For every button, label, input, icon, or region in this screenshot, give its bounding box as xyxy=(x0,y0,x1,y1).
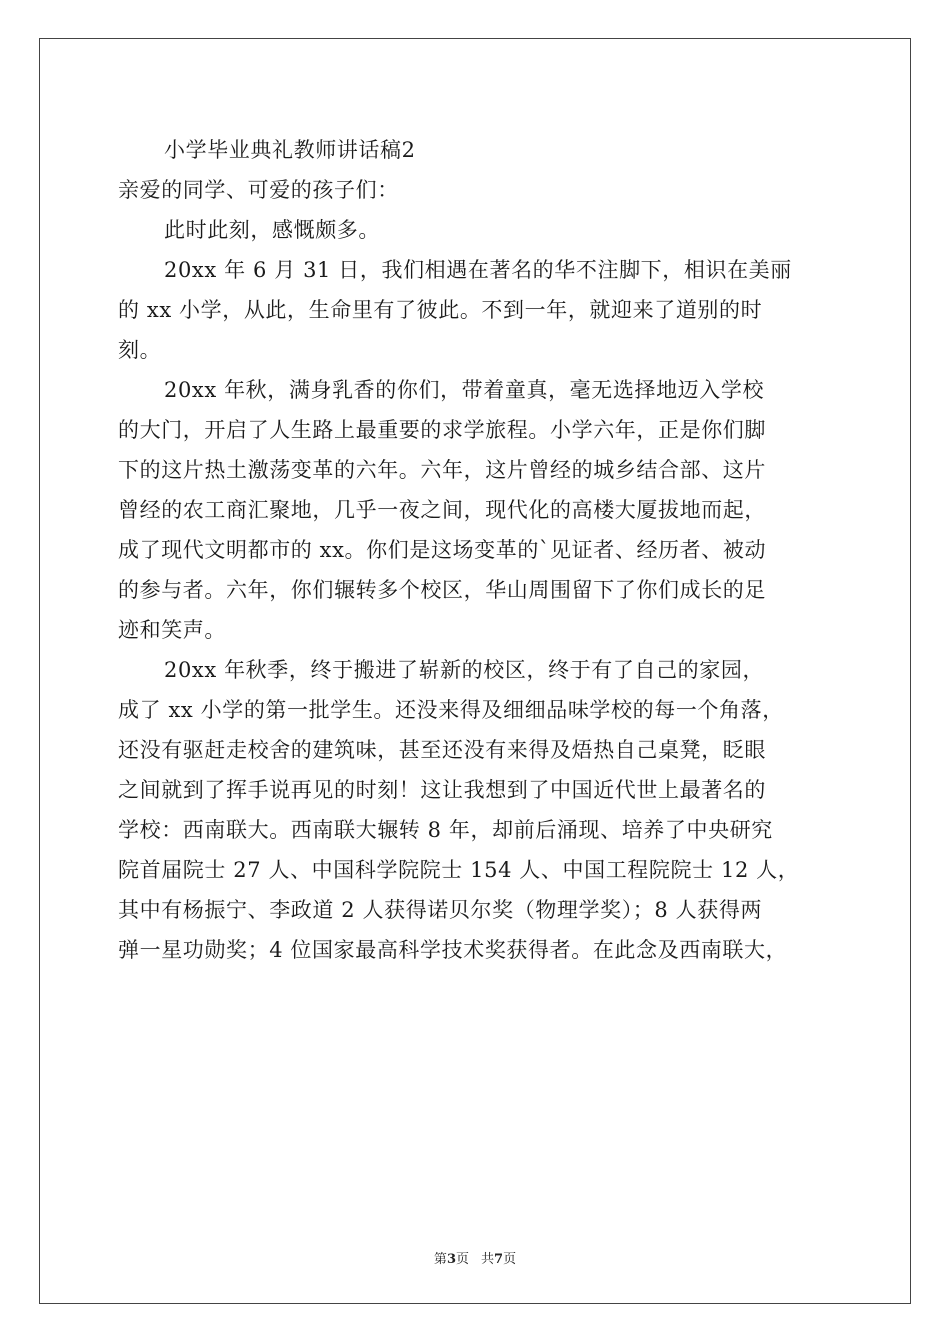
greeting-line: 亲爱的同学、可爱的孩子们： xyxy=(118,178,399,202)
text-line: 曾经的农工商汇聚地，几乎一夜之间，现代化的高楼大厦拔地而起， xyxy=(118,498,766,522)
page-current: 3 xyxy=(446,1252,456,1267)
text-line: 的参与者。六年，你们辗转多个校区，华山周围留下了你们成长的足 xyxy=(118,578,766,602)
text-line: 的 xx 小学，从此，生命里有了彼此。不到一年，就迎来了道别的时 xyxy=(118,298,763,322)
body-text xyxy=(118,210,858,970)
document-title: 小学毕业典礼教师讲话稿2 xyxy=(164,138,416,162)
text-line: 此时此刻，感慨颇多。 xyxy=(164,218,380,242)
text-line: 成了 xx 小学的第一批学生。还没来得及细细品味学校的每一个角落， xyxy=(118,698,784,722)
text-line: 弹一星功勋奖；4 位国家最高科学技术奖获得者。在此念及西南联大， xyxy=(118,938,788,962)
text-line: 学校：西南联大。西南联大辗转 8 年，却前后涌现、培养了中央研究 xyxy=(118,818,773,842)
page-prefix: 第 xyxy=(433,1252,447,1267)
total-prefix: 共 xyxy=(481,1252,495,1267)
text-line: 成了现代文明都市的 xx。你们是这场变革的`见证者、经历者、被动 xyxy=(118,538,767,562)
page-footer xyxy=(0,1248,950,1267)
text-line: 其中有杨振宁、李政道 2 人获得诺贝尔奖（物理学奖）；8 人获得两 xyxy=(118,898,763,922)
text-line: 还没有驱赶走校舍的建筑味，甚至还没有来得及焐热自己桌凳，眨眼 xyxy=(118,738,766,762)
page-total: 7 xyxy=(494,1252,504,1267)
text-line: 之间就到了挥手说再见的时刻！这让我想到了中国近代世上最著名的 xyxy=(118,778,766,802)
text-line: 下的这片热土激荡变革的六年。六年，这片曾经的城乡结合部、这片 xyxy=(118,458,766,482)
page-suffix: 页 xyxy=(455,1252,469,1267)
document-body xyxy=(118,130,858,970)
text-line: 20xx 年秋，满身乳香的你们，带着童真，毫无选择地迈入学校 xyxy=(164,378,765,402)
text-line: 20xx 年 6 月 31 日，我们相遇在著名的华不注脚下，相识在美丽 xyxy=(164,258,792,282)
text-line: 的大门，开启了人生路上最重要的求学旅程。小学六年，正是你们脚 xyxy=(118,418,766,442)
text-line: 迹和笑声。 xyxy=(118,618,226,642)
total-suffix: 页 xyxy=(503,1252,517,1267)
text-line: 院首届院士 27 人、中国科学院院士 154 人、中国工程院院士 12 人， xyxy=(118,858,800,882)
text-line: 刻。 xyxy=(118,338,162,362)
text-line: 20xx 年秋季，终于搬进了崭新的校区，终于有了自己的家园， xyxy=(164,658,765,682)
